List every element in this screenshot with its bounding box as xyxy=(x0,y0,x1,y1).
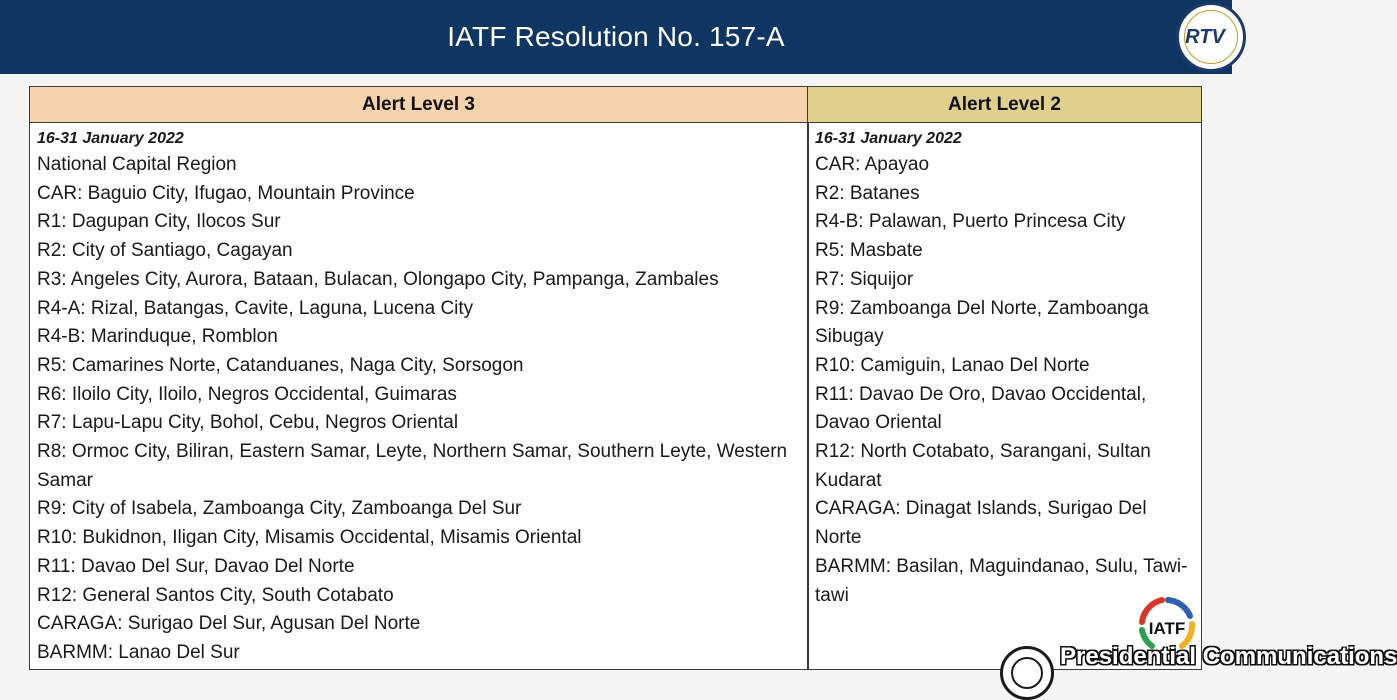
list-item: R12: North Cotabato, Sarangani, Sultan Kudarat xyxy=(815,441,1151,491)
list-item: CAR: Apayao xyxy=(815,154,930,175)
list-item: R9: City of Isabela, Zamboanga City, Zamboanga Del Sur xyxy=(37,498,522,520)
list-item: R9: Zamboanga Del Norte, Zamboanga Sibugay xyxy=(815,297,1149,348)
title-bar xyxy=(0,0,1232,74)
alert-level-3-header xyxy=(30,87,808,123)
alert-level-2-date: 16-31 January 2022 xyxy=(815,130,962,147)
alert-level-3-heading: Alert Level 3 xyxy=(362,93,475,115)
iatf-logo-text: IATF xyxy=(1148,619,1186,638)
list-item: R5: Camarines Norte, Catanduanes, Naga City, Sorsogon xyxy=(37,354,524,376)
alert-level-2-column xyxy=(815,129,1197,610)
page-title: IATF Resolution No. 157-A xyxy=(447,21,785,52)
rtv-logo xyxy=(1176,2,1246,72)
alert-level-2-heading: Alert Level 2 xyxy=(948,93,1061,115)
alert-level-2-header xyxy=(808,87,1201,123)
list-item: R3: Angeles City, Aurora, Bataan, Bulacan, Olongapo City, Pampanga, Zambales xyxy=(37,268,719,290)
list-item: R6: Iloilo City, Iloilo, Negros Occidental, Guimaras xyxy=(37,383,457,405)
logo-ring xyxy=(1184,10,1238,64)
list-item: R10: Camiguin, Lanao Del Norte xyxy=(815,354,1090,376)
list-item: CARAGA: Dinagat Islands, Surigao Del Norte xyxy=(815,498,1147,549)
rtv-logo-text: RTV xyxy=(1185,25,1225,48)
list-item: R8: Ormoc City, Biliran, Eastern Samar, Leyte, Northern Samar, Southern Leyte, Western Samar xyxy=(37,441,788,491)
list-item: CAR: Baguio City, Ifugao, Mountain Province xyxy=(37,182,415,204)
pco-seal-icon xyxy=(1000,646,1054,700)
list-item: BARMM: Basilan, Maguindanao, Sulu, Tawi-tawi xyxy=(815,555,1188,606)
list-item: R1: Dagupan City, Ilocos Sur xyxy=(37,211,281,233)
list-item: BARMM: Lanao Del Sur xyxy=(37,641,240,663)
alert-level-3-date: 16-31 January 2022 xyxy=(37,130,184,147)
list-item: R7: Siquijor xyxy=(815,268,914,290)
list-item: R4-B: Palawan, Puerto Princesa City xyxy=(815,211,1126,233)
list-item: CARAGA: Surigao Del Sur, Agusan Del Norte xyxy=(37,613,421,635)
alert-level-table xyxy=(29,86,1202,670)
list-item: R7: Lapu-Lapu City, Bohol, Cebu, Negros Oriental xyxy=(37,412,459,434)
list-item: R10: Bukidnon, Iligan City, Misamis Occidental, Misamis Oriental xyxy=(37,527,582,549)
list-item: R2: Batanes xyxy=(815,182,920,204)
list-item: R4-B: Marinduque, Romblon xyxy=(37,326,278,348)
list-item: R11: Davao Del Sur, Davao Del Norte xyxy=(37,555,355,577)
list-item: R11: Davao De Oro, Davao Occidental, Davao Oriental xyxy=(815,383,1147,434)
list-item: National Capital Region xyxy=(37,154,237,175)
list-item: R2: City of Santiago, Cagayan xyxy=(37,240,293,262)
list-item: R5: Masbate xyxy=(815,240,923,262)
column-divider xyxy=(807,123,809,669)
list-item: R4-A: Rizal, Batangas, Cavite, Laguna, Lucena City xyxy=(37,297,474,319)
alert-level-3-column xyxy=(37,129,797,668)
list-item: R12: General Santos City, South Cotabato xyxy=(37,584,394,606)
pco-watermark: Presidential Communications xyxy=(1060,643,1397,670)
